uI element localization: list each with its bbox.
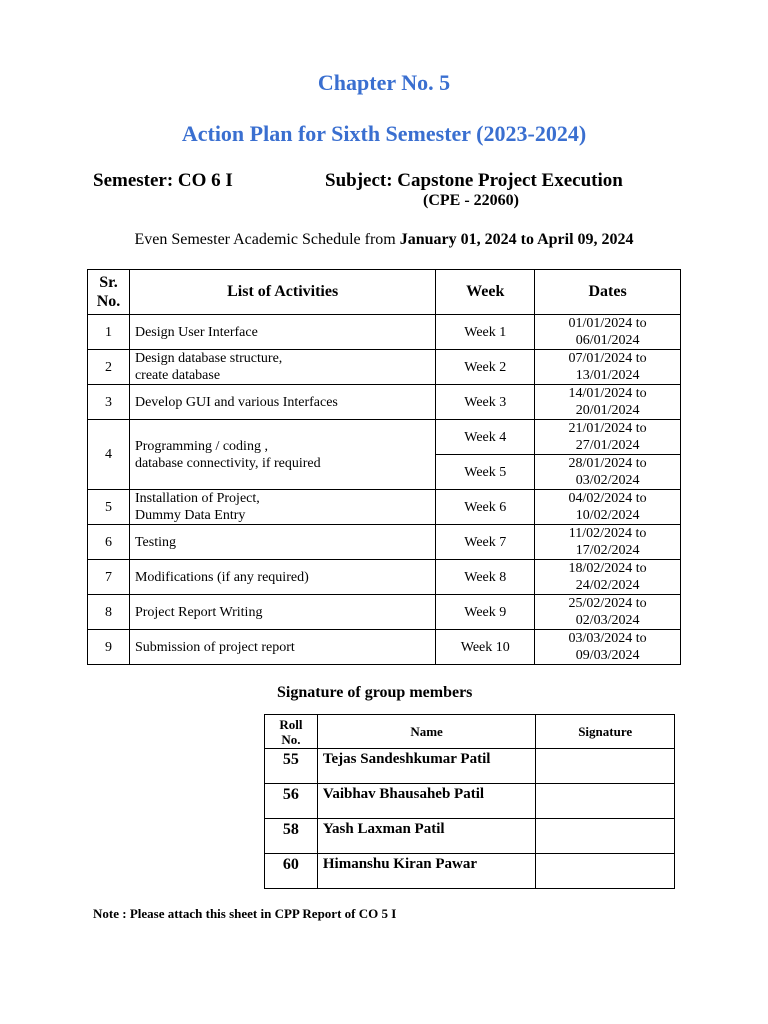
week-cell: Week 4 bbox=[436, 420, 535, 455]
header-activities: List of Activities bbox=[129, 270, 435, 315]
dates-cell bbox=[535, 385, 681, 420]
activity-cell bbox=[129, 315, 435, 350]
date-from: 03/03/2024 to bbox=[568, 631, 647, 646]
date-to: 27/01/2024 bbox=[575, 438, 640, 453]
activity-line: Programming / coding , bbox=[134, 438, 268, 454]
header-week: Week bbox=[436, 270, 535, 315]
week-cell: Week 9 bbox=[436, 595, 535, 630]
member-name-cell: Tejas Sandeshkumar Patil bbox=[317, 749, 535, 784]
signature-cell[interactable] bbox=[536, 784, 675, 819]
date-from: 14/01/2024 to bbox=[568, 386, 647, 401]
sr-no-cell: 6 bbox=[88, 525, 130, 560]
activity-cell bbox=[129, 630, 435, 665]
activity-line: Project Report Writing bbox=[134, 604, 263, 620]
dates-cell bbox=[535, 490, 681, 525]
activity-line: Installation of Project, bbox=[134, 491, 260, 506]
dates-cell bbox=[535, 595, 681, 630]
schedule-line bbox=[0, 231, 768, 249]
chapter-title: Chapter No. 5 bbox=[317, 70, 451, 95]
date-to: 09/03/2024 bbox=[575, 648, 640, 663]
week-cell: Week 3 bbox=[436, 385, 535, 420]
activity-cell bbox=[129, 385, 435, 420]
date-from: 28/01/2024 to bbox=[568, 456, 647, 471]
roll-no-cell: 60 bbox=[265, 854, 318, 889]
subject-code: (CPE - 22060) bbox=[423, 192, 519, 209]
table-row bbox=[88, 525, 681, 560]
week-cell: Week 8 bbox=[436, 560, 535, 595]
date-from: 07/01/2024 to bbox=[568, 351, 647, 366]
date-to: 06/01/2024 bbox=[575, 333, 640, 348]
activities-table bbox=[87, 269, 681, 665]
activity-line: Design database structure, bbox=[134, 351, 283, 366]
header-signature: Signature bbox=[536, 715, 675, 749]
table-row bbox=[88, 350, 681, 385]
member-name-cell: Vaibhav Bhausaheb Patil bbox=[317, 784, 535, 819]
sr-no-cell: 7 bbox=[88, 560, 130, 595]
date-to: 17/02/2024 bbox=[575, 543, 640, 558]
subject-label: Subject: Capstone Project Execution bbox=[325, 170, 623, 191]
signature-row bbox=[265, 749, 675, 784]
date-to: 10/02/2024 bbox=[575, 508, 640, 523]
date-from: 21/01/2024 to bbox=[568, 421, 647, 436]
date-from: 04/02/2024 to bbox=[568, 491, 647, 506]
activity-cell bbox=[129, 560, 435, 595]
page-title: Action Plan for Sixth Semester (2023-2024) bbox=[181, 121, 587, 146]
activity-cell bbox=[129, 490, 435, 525]
table-row bbox=[88, 315, 681, 350]
activity-line: Testing bbox=[134, 534, 176, 550]
signature-section-title: Signature of group members bbox=[277, 684, 473, 701]
week-cell: Week 6 bbox=[436, 490, 535, 525]
signature-table bbox=[264, 714, 675, 889]
header-name: Name bbox=[317, 715, 535, 749]
week-cell: Week 7 bbox=[436, 525, 535, 560]
sr-no-cell: 9 bbox=[88, 630, 130, 665]
date-from: 18/02/2024 to bbox=[568, 561, 647, 576]
activity-line: Develop GUI and various Interfaces bbox=[134, 394, 338, 410]
dates-cell bbox=[535, 560, 681, 595]
sr-no-cell: 5 bbox=[88, 490, 130, 525]
signature-row bbox=[265, 819, 675, 854]
semester-label: Semester: CO 6 I bbox=[93, 170, 233, 191]
table-row bbox=[88, 490, 681, 525]
table-row bbox=[88, 630, 681, 665]
date-to: 20/01/2024 bbox=[575, 403, 640, 418]
week-cell: Week 5 bbox=[436, 455, 535, 490]
signature-row bbox=[265, 854, 675, 889]
sr-no-cell: 3 bbox=[88, 385, 130, 420]
schedule-prefix: Even Semester Academic Schedule from bbox=[134, 231, 400, 248]
activity-cell bbox=[129, 595, 435, 630]
member-name-cell: Himanshu Kiran Pawar bbox=[317, 854, 535, 889]
signature-header-row bbox=[265, 715, 675, 749]
dates-cell bbox=[535, 420, 681, 455]
activity-line: Dummy Data Entry bbox=[134, 508, 246, 523]
member-name-cell: Yash Laxman Patil bbox=[317, 819, 535, 854]
date-to: 02/03/2024 bbox=[575, 613, 640, 628]
dates-cell bbox=[535, 630, 681, 665]
date-from: 01/01/2024 to bbox=[568, 316, 647, 331]
header-sr-no: Sr. No. bbox=[88, 270, 130, 315]
activity-cell bbox=[129, 420, 435, 490]
dates-cell bbox=[535, 455, 681, 490]
activity-line: Modifications (if any required) bbox=[134, 569, 309, 585]
header-dates: Dates bbox=[535, 270, 681, 315]
activity-line: Design User Interface bbox=[134, 324, 258, 340]
week-cell: Week 2 bbox=[436, 350, 535, 385]
activity-line: Submission of project report bbox=[134, 639, 295, 655]
dates-cell bbox=[535, 315, 681, 350]
roll-no-cell: 56 bbox=[265, 784, 318, 819]
note-text: Note : Please attach this sheet in CPP Report of CO 5 I bbox=[93, 906, 397, 921]
roll-no-cell: 58 bbox=[265, 819, 318, 854]
signature-cell[interactable] bbox=[536, 819, 675, 854]
table-row bbox=[88, 385, 681, 420]
activity-line: database connectivity, if required bbox=[134, 455, 321, 471]
date-to: 24/02/2024 bbox=[575, 578, 640, 593]
activity-cell bbox=[129, 350, 435, 385]
activity-line: create database bbox=[134, 368, 221, 383]
sr-no-cell: 8 bbox=[88, 595, 130, 630]
date-to: 13/01/2024 bbox=[575, 368, 640, 383]
dates-cell bbox=[535, 525, 681, 560]
table-row bbox=[88, 560, 681, 595]
week-cell: Week 10 bbox=[436, 630, 535, 665]
date-from: 25/02/2024 to bbox=[568, 596, 647, 611]
signature-cell[interactable] bbox=[536, 749, 675, 784]
table-row bbox=[88, 595, 681, 630]
signature-row bbox=[265, 784, 675, 819]
table-row bbox=[88, 420, 681, 455]
dates-cell bbox=[535, 350, 681, 385]
activities-header-row bbox=[88, 270, 681, 315]
sr-no-cell: 2 bbox=[88, 350, 130, 385]
activity-cell bbox=[129, 525, 435, 560]
schedule-dates: January 01, 2024 to April 09, 2024 bbox=[399, 231, 634, 248]
signature-cell[interactable] bbox=[536, 854, 675, 889]
header-roll-no: Roll No. bbox=[265, 715, 318, 749]
date-from: 11/02/2024 to bbox=[568, 526, 647, 541]
date-to: 03/02/2024 bbox=[575, 473, 640, 488]
sr-no-cell: 1 bbox=[88, 315, 130, 350]
week-cell: Week 1 bbox=[436, 315, 535, 350]
roll-no-cell: 55 bbox=[265, 749, 318, 784]
sr-no-cell: 4 bbox=[88, 420, 130, 490]
